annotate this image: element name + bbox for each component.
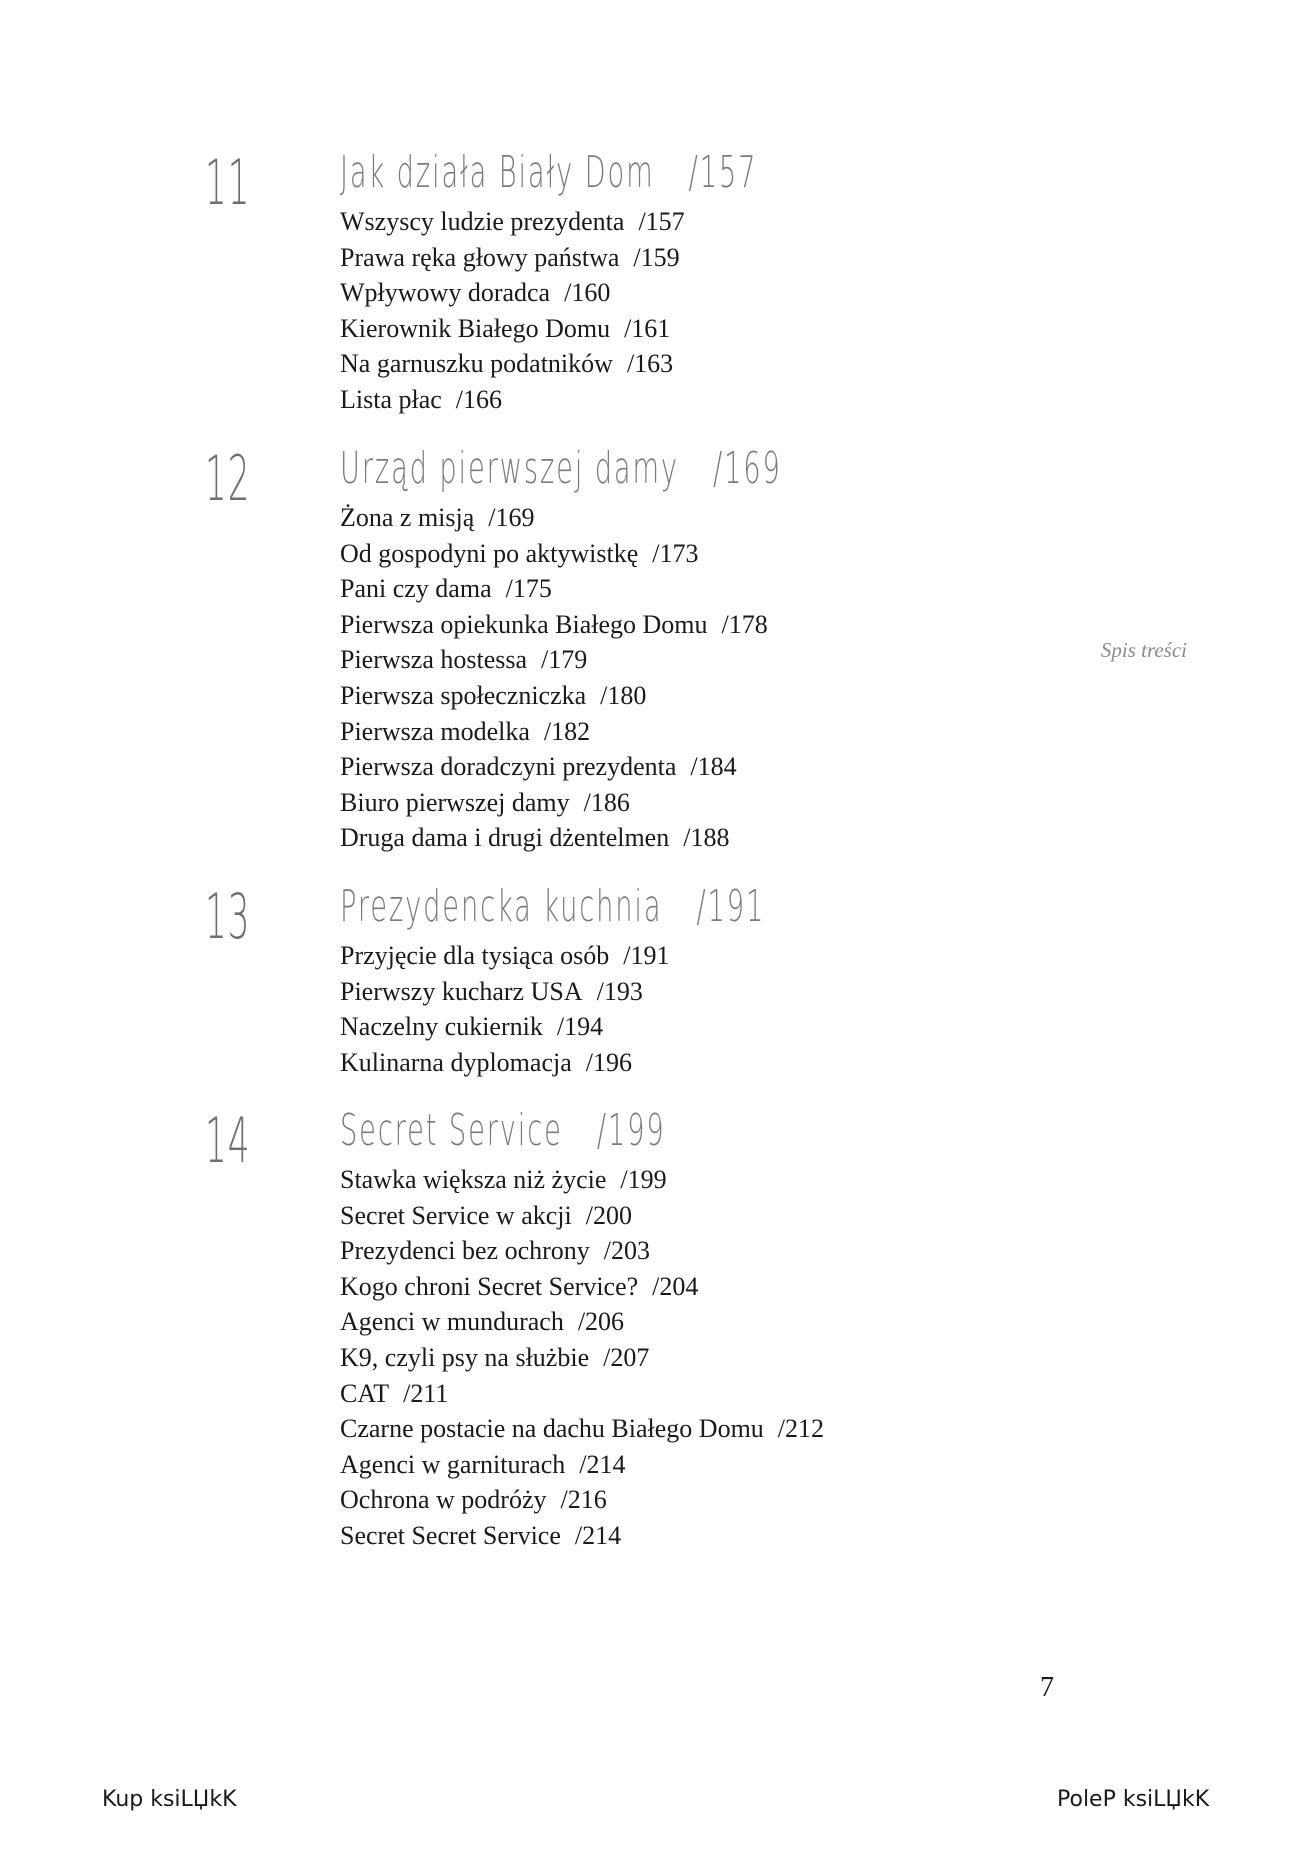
toc-entry[interactable] xyxy=(340,938,670,974)
entry-title: Agenci w mundurach xyxy=(340,1307,564,1337)
entry-page: /178 xyxy=(721,609,768,639)
entry-title: Wpływowy doradca xyxy=(340,278,551,308)
chapter-number: 14 xyxy=(205,1104,251,1177)
entry-title: Prawa ręka głowy państwa xyxy=(340,242,620,272)
entry-title: Biuro pierwszej damy xyxy=(340,787,570,817)
chapter-heading xyxy=(340,444,782,494)
toc-entry[interactable] xyxy=(340,1376,824,1412)
chapter-heading xyxy=(340,148,757,198)
entry-page: /180 xyxy=(600,680,647,710)
toc-entry[interactable] xyxy=(340,642,768,678)
toc-entry[interactable] xyxy=(340,714,768,750)
toc-entry[interactable] xyxy=(340,1269,824,1305)
chapter-number: 12 xyxy=(205,442,251,515)
entry-title: Ochrona w podróży xyxy=(340,1485,547,1515)
entry-page: /212 xyxy=(777,1414,825,1444)
entry-page: /191 xyxy=(623,941,670,970)
toc-entry[interactable] xyxy=(340,240,685,276)
page-number: 7 xyxy=(1040,1672,1054,1703)
entry-page: /159 xyxy=(633,242,680,272)
entry-page: /194 xyxy=(556,1012,604,1042)
toc-entry[interactable] xyxy=(340,1518,824,1554)
entry-page: /166 xyxy=(455,384,503,414)
entry-title: Na garnuszku podatników xyxy=(340,349,613,379)
toc-entry[interactable] xyxy=(340,346,685,382)
entry-page: /175 xyxy=(505,574,552,604)
entry-page: /182 xyxy=(543,716,591,746)
chapter-page: /157 xyxy=(688,147,758,198)
entry-title: Wszyscy ludzie prezydenta xyxy=(340,207,625,236)
entry-page: /186 xyxy=(583,787,630,817)
toc-entry[interactable] xyxy=(340,311,685,347)
entry-list xyxy=(340,204,685,418)
entry-title: Pierwsza doradczyni prezydenta xyxy=(340,752,677,782)
toc-entry[interactable] xyxy=(340,382,685,418)
entry-list xyxy=(340,938,670,1080)
chapter-title: Urząd pierwszej damy xyxy=(340,443,679,494)
entry-list xyxy=(340,500,768,856)
entry-page: /204 xyxy=(652,1271,699,1301)
entry-page: /200 xyxy=(585,1200,632,1230)
buy-book-link[interactable]: Kup ksiLЏkK xyxy=(102,1787,237,1812)
entry-page: /196 xyxy=(585,1047,632,1077)
entry-title: Pierwsza hostessa xyxy=(340,645,528,675)
chapter-title: Jak działa Biały Dom xyxy=(340,147,655,198)
entry-page: /193 xyxy=(596,976,643,1006)
chapter-title: Prezydencka kuchnia xyxy=(340,881,663,932)
toc-entry[interactable] xyxy=(340,749,768,785)
entry-title: Secret Secret Service xyxy=(340,1520,561,1550)
entry-list xyxy=(340,1162,824,1554)
entry-page: /160 xyxy=(564,278,611,308)
toc-entry[interactable] xyxy=(340,571,768,607)
entry-title: Lista płac xyxy=(340,384,442,414)
entry-title: Pierwsza opiekunka Białego Domu xyxy=(340,609,708,639)
entry-title: Od gospodyni po aktywistkę xyxy=(340,538,639,568)
toc-entry[interactable] xyxy=(340,1009,670,1045)
entry-title: Żona z misją xyxy=(340,503,475,532)
entry-title: Pierwsza modelka xyxy=(340,716,530,746)
entry-page: /214 xyxy=(574,1520,622,1550)
entry-page: /161 xyxy=(624,313,671,343)
toc-entry[interactable] xyxy=(340,607,768,643)
toc-entry[interactable] xyxy=(340,1304,824,1340)
toc-entry[interactable] xyxy=(340,1198,824,1234)
entry-title: Pierwszy kucharz USA xyxy=(340,976,583,1006)
entry-page: /184 xyxy=(690,752,737,782)
entry-page: /179 xyxy=(541,645,588,675)
entry-title: CAT xyxy=(340,1378,390,1408)
entry-title: Secret Service w akcji xyxy=(340,1200,572,1230)
entry-page: /157 xyxy=(638,207,685,236)
toc-entry[interactable] xyxy=(340,820,768,856)
chapter-heading xyxy=(340,882,765,932)
entry-title: Prezydenci bez ochrony xyxy=(340,1236,590,1266)
entry-page: /207 xyxy=(603,1342,650,1372)
entry-page: /199 xyxy=(620,1165,667,1194)
entry-title: Czarne postacie na dachu Białego Domu xyxy=(340,1414,764,1444)
chapter-page: /169 xyxy=(713,443,782,494)
entry-page: /211 xyxy=(403,1378,449,1408)
chapter-number: 11 xyxy=(205,146,251,219)
toc-entry[interactable] xyxy=(340,500,768,536)
entry-title: Kulinarna dyplomacja xyxy=(340,1047,572,1077)
toc-entry[interactable] xyxy=(340,1340,824,1376)
chapter-page: /191 xyxy=(696,881,766,932)
toc-entry[interactable] xyxy=(340,1482,824,1518)
entry-title: Pani czy dama xyxy=(340,574,492,604)
entry-title: Pierwsza społeczniczka xyxy=(340,680,587,710)
chapter-heading xyxy=(340,1106,666,1156)
chapter-page: /199 xyxy=(596,1105,666,1156)
entry-title: Naczelny cukiernik xyxy=(340,1012,543,1042)
toc-entry[interactable] xyxy=(340,785,768,821)
entry-page: /203 xyxy=(603,1236,651,1266)
entry-title: Kierownik Białego Domu xyxy=(340,313,611,343)
toc-entry[interactable] xyxy=(340,1233,824,1269)
chapter-number: 13 xyxy=(205,880,251,953)
toc-entry[interactable] xyxy=(340,678,768,714)
toc-entry[interactable] xyxy=(340,275,685,311)
entry-title: Stawka większa niż życie xyxy=(340,1165,607,1194)
toc-entry[interactable] xyxy=(340,1045,670,1081)
entry-page: /169 xyxy=(488,503,535,532)
toc-entry[interactable] xyxy=(340,1411,824,1447)
entry-title: Kogo chroni Secret Service? xyxy=(340,1271,639,1301)
entry-page: /216 xyxy=(560,1485,607,1515)
entry-title: Druga dama i drugi dżentelmen xyxy=(340,823,670,853)
entry-page: /188 xyxy=(683,823,730,853)
toc-entry[interactable] xyxy=(340,204,685,240)
toc-entry[interactable] xyxy=(340,1162,824,1198)
entry-page: /173 xyxy=(652,538,699,568)
toc-entry[interactable] xyxy=(340,536,768,572)
entry-title: Przyjęcie dla tysiąca osób xyxy=(340,941,610,970)
entry-page: /214 xyxy=(579,1449,626,1479)
chapter-title: Secret Service xyxy=(340,1105,563,1156)
entry-title: K9, czyli psy na służbie xyxy=(340,1342,590,1372)
entry-title: Agenci w garniturach xyxy=(340,1449,566,1479)
entry-page: /163 xyxy=(626,349,674,379)
entry-page: /206 xyxy=(577,1307,625,1337)
toc-entry[interactable] xyxy=(340,1447,824,1483)
recommend-book-link[interactable]: PoleP ksiLЏkK xyxy=(1057,1787,1210,1812)
toc-entry[interactable] xyxy=(340,974,670,1010)
running-header: Spis treści xyxy=(1100,638,1187,662)
